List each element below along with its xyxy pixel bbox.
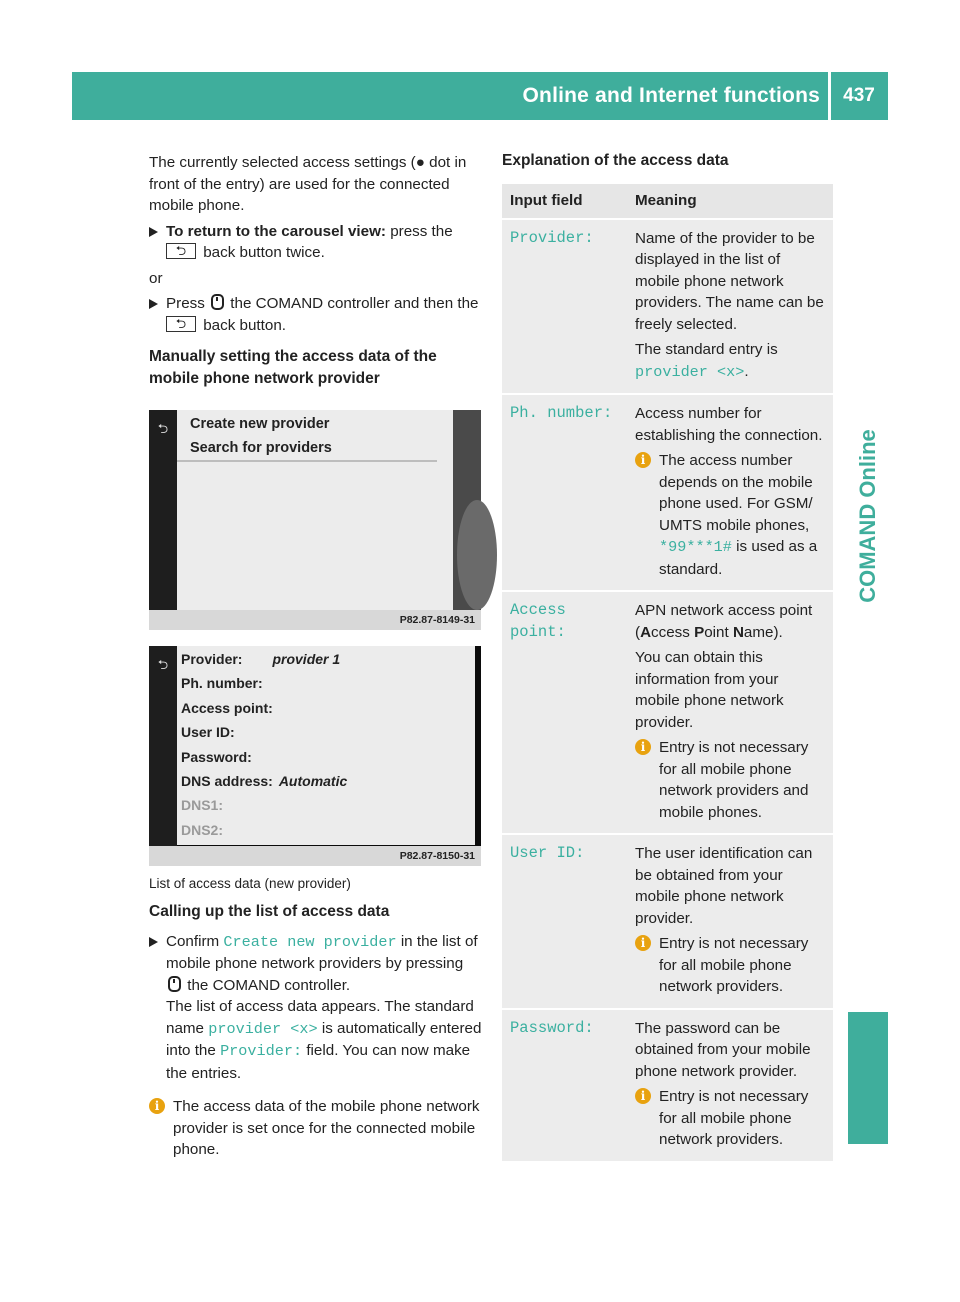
meaning-text: N bbox=[732, 623, 744, 641]
field-ph-number[interactable]: Ph. number: bbox=[181, 675, 263, 692]
image-code: P82.87-8149-31 bbox=[149, 610, 481, 630]
meaning-text: The standard entry is bbox=[635, 341, 778, 358]
menu-item-create-provider[interactable]: Create new provider bbox=[190, 416, 330, 432]
screen-sidebar bbox=[149, 410, 177, 630]
screenshot-provider-menu bbox=[149, 410, 481, 630]
screen-menu bbox=[177, 646, 475, 845]
table-row bbox=[502, 591, 833, 834]
field-name: Password: bbox=[502, 1009, 627, 1162]
field-label: Provider: bbox=[181, 651, 243, 667]
section-heading: Calling up the list of access data bbox=[149, 903, 390, 920]
chapter-marker bbox=[848, 1012, 888, 1144]
field-label: DNS address: bbox=[181, 772, 273, 789]
field-name: User ID: bbox=[502, 834, 627, 1009]
globe-icon bbox=[457, 500, 497, 610]
meaning-text: Name of the provider to be displayed in the list of mobile phone network providers. The name can be freely selected. bbox=[635, 229, 824, 333]
field-dns-address[interactable] bbox=[177, 769, 475, 793]
left-column bbox=[149, 152, 482, 399]
step-text: back button. bbox=[203, 316, 286, 334]
info-note bbox=[149, 1096, 482, 1161]
instruction-step bbox=[149, 221, 482, 264]
step-text: the COMAND controller and then the bbox=[230, 295, 479, 312]
screen-right-bar bbox=[453, 410, 481, 610]
meaning-text: oint bbox=[704, 623, 733, 641]
code-text: *99***1# bbox=[659, 538, 732, 556]
field-access-point[interactable]: Access point: bbox=[181, 699, 273, 716]
info-note bbox=[635, 933, 825, 998]
step-text: Press bbox=[166, 295, 205, 312]
access-data-table bbox=[502, 184, 833, 1163]
info-icon: i bbox=[149, 1098, 165, 1114]
table-row bbox=[502, 219, 833, 395]
table-title: Explanation of the access data bbox=[502, 152, 729, 169]
step-text: is automatically entered into the bbox=[166, 1019, 482, 1059]
field-dns2: DNS2: bbox=[181, 821, 224, 838]
header-divider bbox=[828, 72, 831, 120]
info-note bbox=[635, 1086, 825, 1151]
field-meaning bbox=[627, 394, 833, 591]
controller-icon bbox=[168, 976, 181, 992]
figure-caption: List of access data (new provider) bbox=[149, 876, 351, 891]
field-value: Automatic bbox=[278, 772, 348, 789]
section-title: Online and Internet functions bbox=[522, 84, 820, 107]
field-name: Access point: bbox=[502, 591, 627, 834]
info-text: Entry is not necessary for all mobile phone network providers. bbox=[659, 935, 809, 995]
controller-icon bbox=[211, 294, 224, 310]
meaning-text: ame). bbox=[743, 623, 783, 641]
meaning-text: ccess bbox=[651, 623, 695, 641]
step-text: The list of access data appears. The standard name bbox=[166, 998, 474, 1037]
info-text: The access number depends on the mobile phone used. For GSM/ UMTS mobile phones, bbox=[659, 452, 813, 534]
field-password[interactable]: Password: bbox=[181, 748, 252, 765]
column-header-input: Input field bbox=[502, 184, 627, 219]
field-dns1: DNS1: bbox=[181, 797, 224, 814]
info-icon: i bbox=[635, 1088, 651, 1104]
info-icon: i bbox=[635, 739, 651, 755]
field-meaning: Name of the provider to be displayed in the list of mobile phone network providers. The name can be freely selected. The standard entry is provider <x>. bbox=[627, 219, 833, 395]
code-text: provider <x> bbox=[208, 1019, 318, 1038]
screen-sidebar bbox=[149, 646, 177, 866]
back-button-icon bbox=[166, 243, 196, 259]
screenshot-access-data bbox=[149, 646, 481, 866]
instruction-step bbox=[149, 293, 482, 336]
info-text: is used as a standard. bbox=[659, 538, 818, 578]
table-header-row bbox=[502, 184, 833, 219]
info-text: Entry is not necessary for all mobile phone network providers and mobile phones. bbox=[659, 739, 809, 821]
back-button-icon bbox=[166, 316, 196, 332]
meaning-text: A bbox=[640, 623, 652, 641]
image-code: P82.87-8150-31 bbox=[149, 846, 481, 866]
meaning-text: P bbox=[694, 623, 705, 641]
column-header-meaning: Meaning bbox=[627, 184, 833, 219]
step-label: To return to the carousel view: bbox=[166, 222, 386, 240]
field-user-id[interactable]: User ID: bbox=[181, 724, 235, 741]
info-icon: i bbox=[635, 935, 651, 951]
chapter-tab bbox=[848, 366, 888, 666]
or-text: or bbox=[149, 269, 163, 287]
intro-paragraph: The currently selected access settings (● dot in front of the entry) are used for the connected mobile phone. bbox=[149, 154, 467, 214]
table-row bbox=[502, 1009, 833, 1162]
page-header bbox=[72, 72, 888, 120]
meaning-text: The password can be obtained from your mobile phone network provider. bbox=[635, 1019, 811, 1080]
field-provider[interactable] bbox=[177, 647, 475, 671]
meaning-text: Access number for establishing the connection. bbox=[635, 405, 823, 444]
step-text: field. You can now make the entries. bbox=[166, 1042, 471, 1082]
field-meaning bbox=[627, 1009, 833, 1162]
field-meaning bbox=[627, 834, 833, 1009]
info-note bbox=[635, 450, 825, 580]
code-text: provider <x> bbox=[635, 362, 745, 381]
screen-menu bbox=[177, 410, 453, 612]
info-text: Entry is not necessary for all mobile phone network providers. bbox=[659, 1088, 809, 1148]
chapter-tab-label: COMAND Online bbox=[855, 429, 880, 603]
section-heading: Manually setting the access data of the mobile phone network provider bbox=[149, 348, 437, 387]
page-number: 437 bbox=[843, 85, 875, 106]
table-row bbox=[502, 394, 833, 591]
field-name: Ph. number: bbox=[502, 394, 627, 591]
step-text: the COMAND controller. bbox=[187, 976, 351, 994]
back-arrow-icon: ⮌ bbox=[157, 657, 169, 672]
field-name: Provider: bbox=[502, 219, 627, 395]
info-note bbox=[635, 737, 825, 823]
step-text: Confirm bbox=[166, 932, 220, 950]
instruction-step bbox=[149, 931, 482, 1085]
info-text: The access data of the mobile phone network provider is set once for the connected mobile phone. bbox=[173, 1098, 480, 1158]
code-text: Provider: bbox=[220, 1042, 303, 1060]
step-text: press the bbox=[385, 222, 453, 240]
meaning-text: You can obtain this information from your mobile phone network provider. bbox=[635, 649, 784, 731]
meaning-text: APN network access point ( bbox=[635, 602, 813, 641]
step-text: in the list of mobile phone network providers by pressing bbox=[166, 932, 478, 972]
meaning-text: The user identification can be obtained from your mobile phone network provider. bbox=[635, 845, 813, 927]
table-row bbox=[502, 834, 833, 1009]
info-icon: i bbox=[635, 452, 651, 468]
left-column-lower bbox=[149, 901, 482, 1161]
back-arrow-icon: ⮌ bbox=[157, 421, 169, 436]
code-text: Create new provider bbox=[223, 932, 397, 951]
menu-item-search-providers[interactable]: Search for providers bbox=[177, 436, 437, 462]
step-text: back button twice. bbox=[203, 244, 325, 261]
right-column bbox=[502, 152, 834, 1163]
field-value: provider 1 bbox=[272, 651, 341, 667]
field-meaning bbox=[627, 591, 833, 834]
